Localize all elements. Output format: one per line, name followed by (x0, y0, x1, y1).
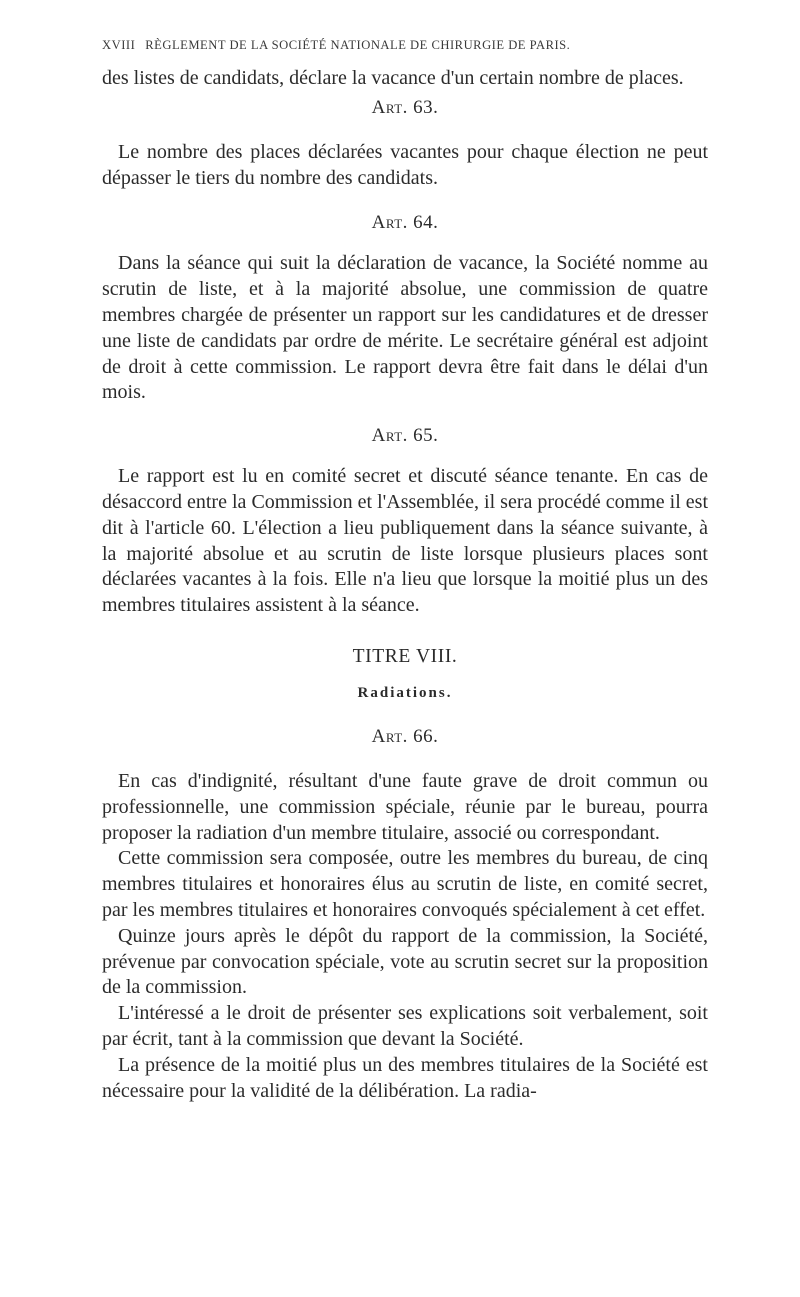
article-number: . 64. (402, 212, 439, 234)
article-label: Art (371, 212, 403, 234)
paragraph: Dans la séance qui suit la déclaration de vacance, la Société nomme au scrutin de liste, et à la majorité absolue, une commission de quatre membres chargée de présenter un rapport sur les candidatures et de dresser une liste de candidats par ordre de mérite. Le secrétaire général est adjoint de droit à cette commission. Le rapport devra être fait dans le délai d'un mois. (102, 252, 708, 404)
article-heading (102, 424, 708, 448)
article-label: Art (371, 425, 403, 447)
section-heading: Radiations. (357, 684, 453, 701)
article-number: . 65. (402, 425, 439, 447)
paragraph: La présence de la moitié plus un des membres titulaires de la Société est nécessaire pour la validité de la délibération. La radia- (102, 1053, 708, 1102)
paragraph: L'intéressé a le droit de présenter ses explications soit verbalement, soit par écrit, tant à la commission que devant la Société. (102, 1002, 708, 1050)
paragraph: Le nombre des places déclarées vacantes pour chaque élection ne peut dépasser le tiers du nombre des candidats. (102, 140, 708, 189)
article-number: . 66. (402, 725, 439, 747)
article-heading (102, 96, 708, 120)
title-heading: TITRE VIII. (352, 645, 458, 667)
paragraph: Le rapport est lu en comité secret et discuté séance tenante. En cas de désaccord entre la Commission et l'Assemblée, il sera procédé comme il est dit à l'article 60. L'élection a lieu publiquement dans la séance suivante, à la majorité absolue et au scrutin de liste lorsque plusieurs places sont déclarées vacantes à la fois. Elle n'a lieu que lorsque la moitié plus un des membres titulaires assistent à la séance. (102, 465, 708, 617)
body-text (102, 66, 708, 1104)
paragraph: Quinze jours après le dépôt du rapport de la commission, la Société, prévenue par convocation spéciale, vote au scrutin secret sur la proposition de la commission. (102, 924, 708, 999)
running-head (102, 38, 702, 53)
article-label: Art (371, 725, 403, 747)
paragraph: des listes de candidats, déclare la vacance d'un certain nombre de places. (102, 67, 684, 89)
running-head-title: RÈGLEMENT DE LA SOCIÉTÉ NATIONALE DE CHIRURGIE DE PARIS. (145, 38, 571, 52)
article-number: . 63. (402, 96, 439, 118)
page-folio: XVIII (102, 38, 136, 52)
paragraph: Cette commission sera composée, outre les membres du bureau, de cinq membres titulaires et honoraires élus au scrutin de liste, en comité secret, par les membres titulaires et honoraires convoqués spécialement à cet effet. (102, 847, 708, 921)
paragraph: En cas d'indignité, résultant d'une faute grave de droit commun ou professionnelle, une commission spéciale, réunie par le bureau, pourra proposer la radiation d'un membre titulaire, associé ou correspondant. (102, 769, 708, 844)
article-heading (102, 211, 708, 235)
article-label: Art (371, 96, 403, 118)
article-heading (102, 725, 708, 749)
